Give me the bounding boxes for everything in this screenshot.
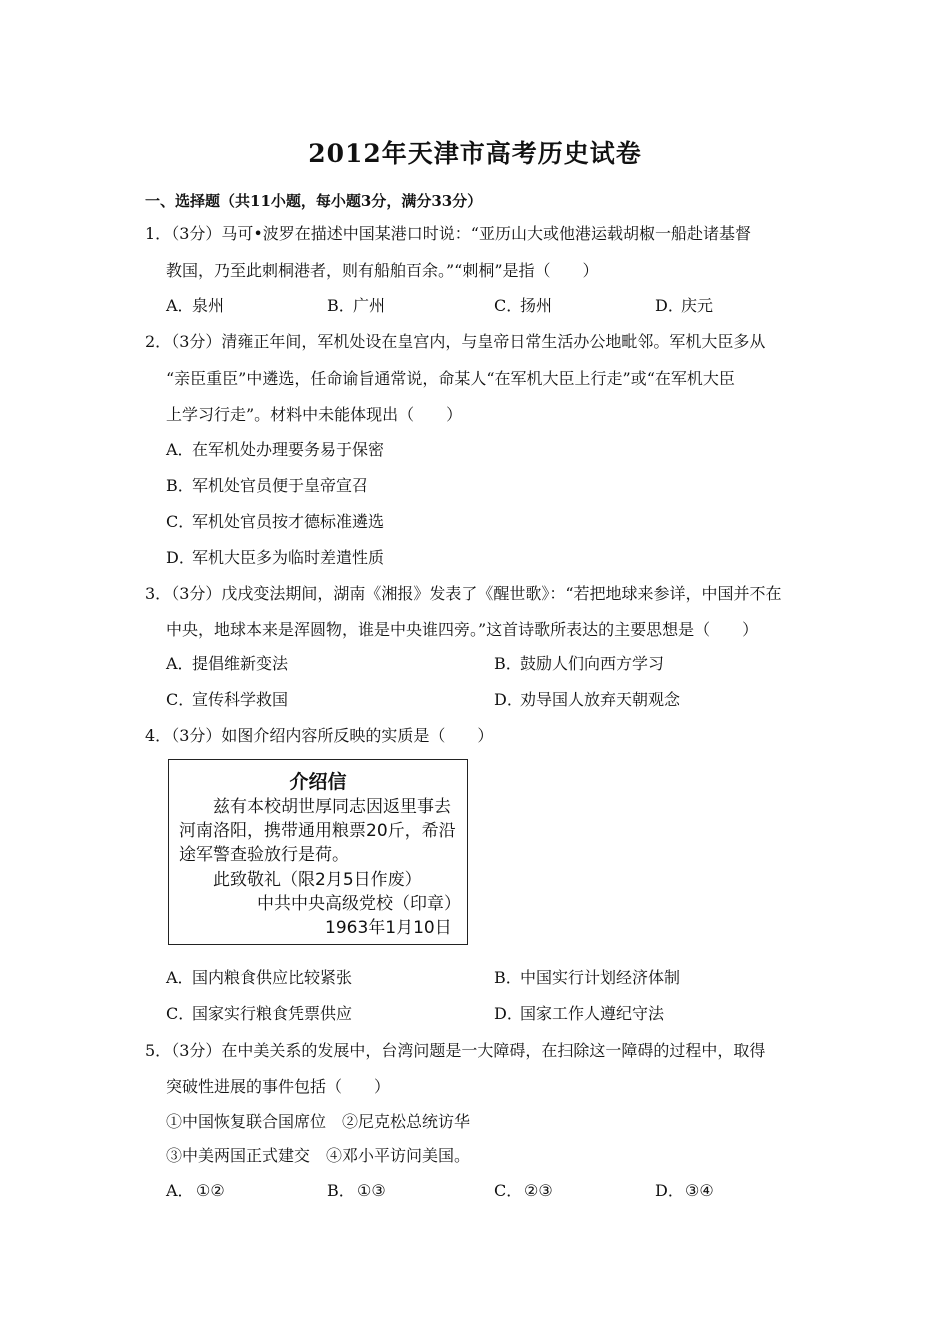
option [494, 690, 680, 710]
option [494, 654, 664, 674]
question-5-line-1 [145, 1041, 765, 1061]
option-letter: A． [166, 654, 194, 673]
option [327, 296, 385, 316]
option [655, 296, 713, 316]
option [166, 296, 224, 316]
option-letter: C． [166, 1004, 195, 1023]
option [166, 968, 352, 988]
option [655, 1181, 714, 1201]
question-text: （3分）马可•波罗在描述中国某港口时说：“亚历山大或他港运载胡椒一船赴诸基督 [171, 224, 751, 243]
question-2-line-1 [145, 332, 765, 352]
question-2-line-2: “亲臣重臣”中遴选，任命谕旨通常说，命某人“在军机大臣上行走”或“在军机大臣 [166, 369, 735, 388]
option-text: 鼓励人们向西方学习 [520, 654, 665, 673]
option-text: 国家实行粮食凭票供应 [192, 1004, 353, 1023]
option-text: 国家工作人遵纪守法 [520, 1004, 665, 1023]
question-3-line-2: 中央，地球本来是浑圆物，谁是中央谁四旁。”这首诗歌所表达的主要思想是（ ） [166, 620, 759, 639]
option-text: 军机处官员便于皇帝宣召 [192, 476, 369, 495]
option-letter: D． [166, 548, 195, 567]
option [166, 512, 384, 532]
question-number: 5． [145, 1041, 172, 1060]
option [327, 1181, 386, 1201]
question-4-line-1 [145, 726, 493, 746]
option-letter: B． [494, 968, 522, 987]
option-text: 军机大臣多为临时差遣性质 [192, 548, 385, 567]
option-letter: B． [494, 654, 522, 673]
option-text: ③④ [685, 1181, 714, 1200]
option [166, 440, 384, 460]
option-text: ①③ [357, 1181, 386, 1200]
letter-line: 兹有本校胡世厚同志因返里事去 [213, 797, 451, 817]
page-title: 2012年天津市高考历史试卷 [308, 139, 642, 168]
section-heading: 一、选择题（共11小题，每小题3分，满分33分） [145, 192, 483, 210]
option-text: 扬州 [520, 296, 553, 315]
option-text: ②③ [524, 1181, 553, 1200]
option-letter: A． [166, 296, 194, 315]
option-text: 宣传科学救国 [192, 690, 289, 709]
question-number: 3． [145, 584, 172, 603]
option [166, 476, 368, 496]
option-text: 庆元 [681, 296, 714, 315]
option-text: 军机处官员按才德标准遴选 [192, 512, 385, 531]
question-2-line-3: 上学习行走”。材料中未能体现出（ ） [166, 405, 463, 424]
option-text: 国内粮食供应比较紧张 [192, 968, 353, 987]
option [494, 968, 680, 988]
question-number: 1． [145, 224, 172, 243]
letter-line: 河南洛阳，携带通用粮票20斤，希沿 [179, 821, 456, 841]
question-text: （3分）如图介绍内容所反映的实质是（ ） [171, 726, 494, 745]
question-text: （3分）清雍正年间，军机处设在皇宫内，与皇帝日常生活办公地毗邻。军机大臣多从 [171, 332, 766, 351]
letter-line: 中共中央高级党校（印章） [257, 894, 461, 914]
option-letter: B． [166, 476, 194, 495]
option [494, 1004, 664, 1024]
option [166, 1181, 225, 1201]
question-5-item-line: ①中国恢复联合国席位 ②尼克松总统访华 [166, 1112, 471, 1131]
letter-heading: 介绍信 [289, 771, 347, 793]
option-letter: D． [494, 1004, 523, 1023]
option-text: 泉州 [192, 296, 225, 315]
letter-line: 此致敬礼（限2月5日作废） [213, 870, 422, 890]
introduction-letter-image [168, 759, 468, 945]
option [494, 1181, 553, 1201]
option-text: ①② [196, 1181, 225, 1200]
option-letter: C． [494, 1181, 523, 1200]
option-text: 提倡维新变法 [192, 654, 289, 673]
option [166, 654, 288, 674]
option-letter: B． [327, 1181, 355, 1200]
question-1-line-1 [145, 224, 751, 244]
option-letter: C． [494, 296, 523, 315]
option-letter: C． [166, 512, 195, 531]
option-letter: D． [494, 690, 523, 709]
question-number: 2． [145, 332, 172, 351]
question-number: 4． [145, 726, 172, 745]
option-text: 劝导国人放弃天朝观念 [520, 690, 681, 709]
option-letter: D． [655, 296, 684, 315]
option-letter: B． [327, 296, 355, 315]
question-1-line-2: 教国，乃至此刺桐港者，则有船舶百余。”“刺桐”是指（ ） [166, 261, 599, 280]
question-5-line-2: 突破性进展的事件包括（ ） [166, 1077, 391, 1096]
letter-date: 1963年1月10日 [325, 918, 452, 938]
option [166, 690, 288, 710]
option-text: 广州 [353, 296, 386, 315]
option [166, 1004, 352, 1024]
question-text: （3分）在中美关系的发展中，台湾问题是一大障碍，在扫除这一障碍的过程中，取得 [171, 1041, 766, 1060]
option-text: 在军机处办理要务易于保密 [192, 440, 385, 459]
question-text: （3分）戊戌变法期间，湖南《湘报》发表了《醒世歌》：“若把地球来参详，中国并不在 [171, 584, 782, 603]
letter-line: 途军警查验放行是荷。 [179, 845, 349, 865]
question-5-item-line: ③中美两国正式建交 ④邓小平访问美国。 [166, 1146, 471, 1165]
option-text: 中国实行计划经济体制 [520, 968, 681, 987]
option-letter: C． [166, 690, 195, 709]
question-3-line-1 [145, 584, 782, 604]
option-letter: A． [166, 968, 194, 987]
option-letter: A． [166, 1181, 194, 1200]
option [166, 548, 384, 568]
option [494, 296, 552, 316]
option-letter: A． [166, 440, 194, 459]
option-letter: D． [655, 1181, 684, 1200]
